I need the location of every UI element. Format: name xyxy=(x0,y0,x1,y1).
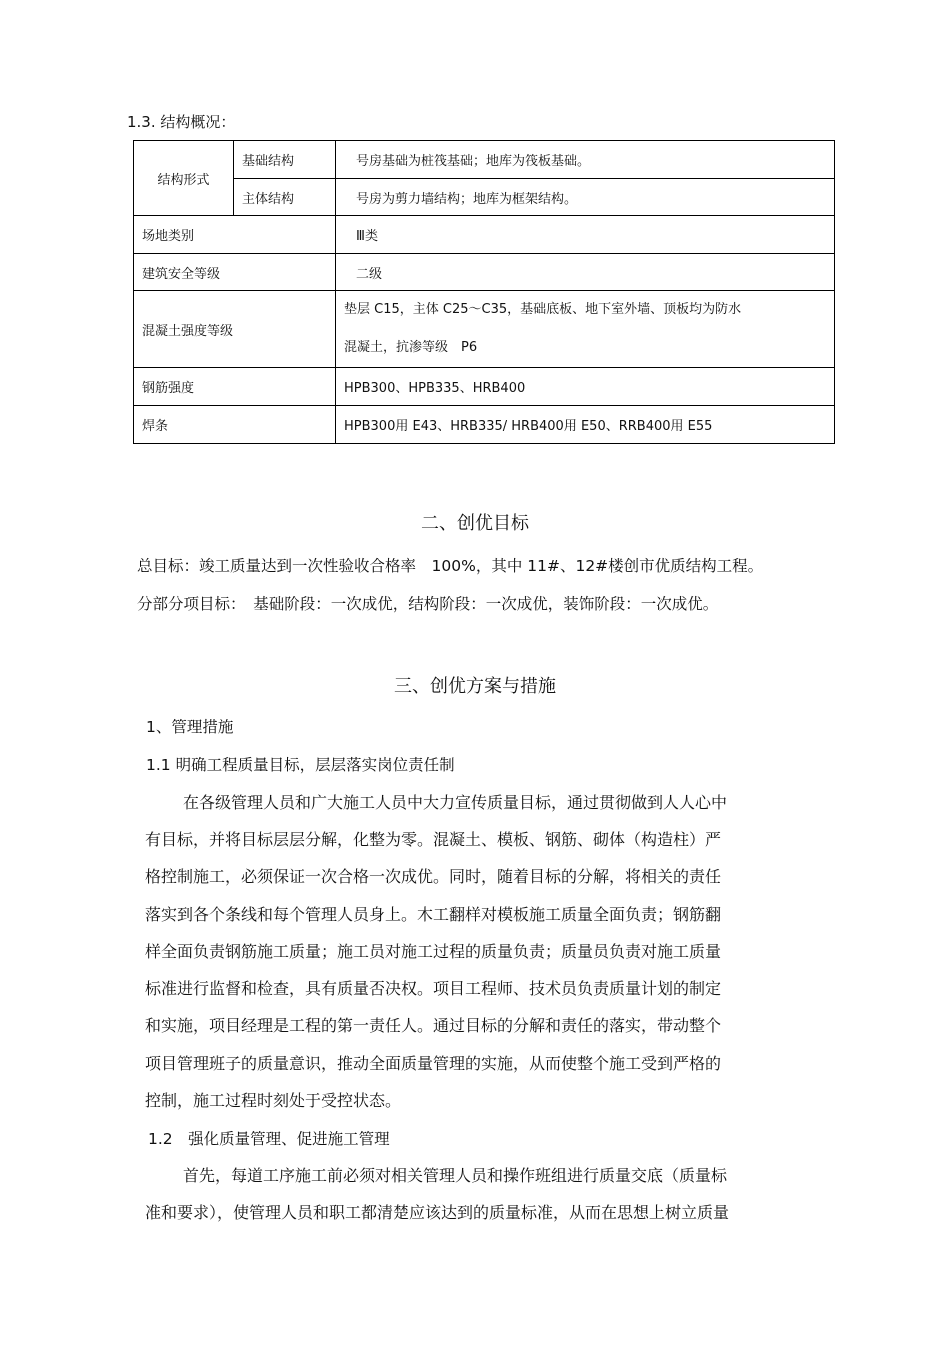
table-row xyxy=(134,141,835,179)
section-1-3-heading: 1.3. 结构概况： xyxy=(127,113,236,131)
para2-line: 准和要求），使管理人员和职工都清楚应该达到的质量标准，从而在思想上树立质量 xyxy=(145,1203,730,1222)
para1-line: 有目标，并将目标层层分解，化整为零。混凝土、模板、钢筋、砌体（构造柱）严 xyxy=(145,830,722,849)
row-label-safety-grade: 建筑安全等级 xyxy=(134,254,336,291)
row-label-structure-form: 结构形式 xyxy=(134,141,234,216)
table-row xyxy=(134,368,835,406)
row-sub-foundation: 基础结构 xyxy=(234,141,336,179)
para1-line: 在各级管理人员和广大施工人员中大力宣传质量目标，通过贯彻做到人人心中 xyxy=(183,793,728,812)
structure-table xyxy=(133,140,835,444)
table-row xyxy=(134,179,835,216)
row-value-concrete xyxy=(336,291,835,368)
table-row xyxy=(134,291,835,368)
row-label-concrete: 混凝土强度等级 xyxy=(134,291,336,368)
concrete-line-2: 混凝土，抗渗等级 P6 xyxy=(344,340,478,355)
table-row xyxy=(134,406,835,444)
para1-line: 落实到各个条线和每个管理人员身上。木工翻样对模板施工质量全面负责；钢筋翻 xyxy=(145,905,722,924)
row-value-rebar: HPB300、HPB335、HRB400 xyxy=(336,368,835,406)
row-label-rebar: 钢筋强度 xyxy=(134,368,336,406)
para1-line: 标准进行监督和检查，具有质量否决权。项目工程师、技术员负责质量计划的制定 xyxy=(145,979,722,998)
sub-goals: 分部分项目标： 基础阶段：一次成优，结构阶段：一次成优，装饰阶段：一次成优。 xyxy=(137,595,719,613)
para2-line: 首先，每道工序施工前必须对相关管理人员和操作班组进行质量交底（质量标 xyxy=(183,1166,728,1185)
para1-line: 控制，施工过程时刻处于受控状态。 xyxy=(145,1091,402,1110)
para1-line: 和实施，项目经理是工程的第一责任人。通过目标的分解和责任的落实，带动整个 xyxy=(145,1016,722,1035)
section-3-title: 三、创优方案与措施 xyxy=(394,676,556,697)
row-label-electrode: 焊条 xyxy=(134,406,336,444)
table-row xyxy=(134,254,835,291)
row-value-foundation: 号房基础为桩筏基础；地库为筏板基础。 xyxy=(336,141,835,179)
row-value-site-class: Ⅲ类 xyxy=(336,216,835,254)
para1-line: 项目管理班子的质量意识，推动全面质量管理的实施，从而使整个施工受到严格的 xyxy=(145,1054,722,1073)
overall-goal: 总目标：竣工质量达到一次性验收合格率 100%，其中 11#、12#楼创市优质结构工程。 xyxy=(137,557,764,575)
concrete-line-1: 垫层 C15，主体 C25～C35，基础底板、地下室外墙、顶板均为防水 xyxy=(344,302,742,317)
para1-line: 样全面负责钢筋施工质量；施工员对施工过程的质量负责；质量员负责对施工质量 xyxy=(145,942,722,961)
subsection-1-title: 1、管理措施 xyxy=(146,718,234,736)
row-value-electrode: HPB300用 E43、HRB335/ HRB400用 E50、RRB400用 E55 xyxy=(336,406,835,444)
para1-line: 格控制施工，必须保证一次合格一次成优。同时，随着目标的分解，将相关的责任 xyxy=(145,867,722,886)
subsection-1-2-title: 1.2 强化质量管理、促进施工管理 xyxy=(148,1130,390,1148)
table-row xyxy=(134,216,835,254)
row-sub-main: 主体结构 xyxy=(234,179,336,216)
row-label-site-class: 场地类别 xyxy=(134,216,336,254)
section-2-title: 二、创优目标 xyxy=(421,513,529,534)
subsection-1-1-title: 1.1 明确工程质量目标，层层落实岗位责任制 xyxy=(146,756,455,774)
row-value-main: 号房为剪力墙结构；地库为框架结构。 xyxy=(336,179,835,216)
row-value-safety-grade: 二级 xyxy=(336,254,835,291)
